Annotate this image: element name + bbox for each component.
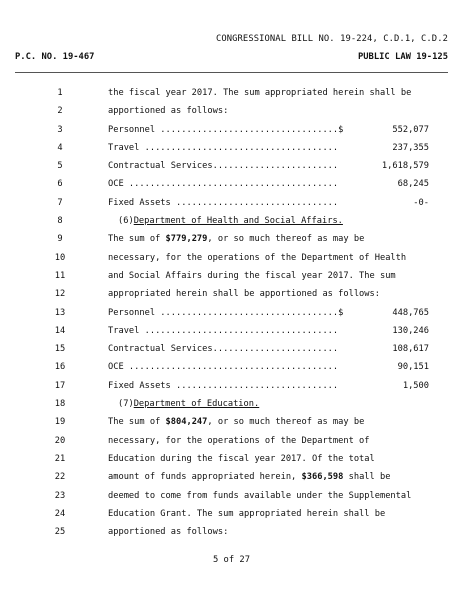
text-line bbox=[0, 253, 463, 271]
appropriation-sum: $366,598 bbox=[301, 472, 344, 483]
line-number: 24 bbox=[54, 508, 66, 519]
line-number: 16 bbox=[54, 362, 66, 373]
budget-item-label: Travel ..................................... bbox=[108, 142, 339, 153]
text-segment: amount of funds appropriated herein, bbox=[108, 472, 302, 483]
line-text bbox=[108, 472, 390, 482]
line-number: 14 bbox=[54, 325, 66, 336]
budget-line bbox=[0, 125, 463, 143]
budget-amount: 68,245 bbox=[397, 179, 429, 190]
section-heading bbox=[118, 399, 259, 409]
line-text: apportioned as follows: bbox=[108, 527, 229, 538]
text-line bbox=[0, 88, 463, 106]
line-text: deemed to come from funds available under the Supplemental bbox=[108, 490, 412, 501]
appropriation-sum: $779,279 bbox=[165, 234, 208, 245]
line-number: 15 bbox=[54, 344, 66, 355]
budget-line bbox=[0, 326, 463, 344]
budget-amount: 108,617 bbox=[392, 344, 429, 355]
line-text: necessary, for the operations of the Department of bbox=[108, 435, 370, 446]
text-segment: The sum of bbox=[108, 417, 166, 428]
line-number: 10 bbox=[54, 252, 66, 263]
budget-line bbox=[0, 381, 463, 399]
text-line bbox=[0, 527, 463, 545]
text-line bbox=[0, 289, 463, 307]
line-number: 20 bbox=[54, 435, 66, 446]
line-number: 19 bbox=[54, 417, 66, 428]
budget-line bbox=[0, 344, 463, 362]
text-line bbox=[0, 509, 463, 527]
budget-amount: -0- bbox=[413, 197, 429, 208]
section-heading-line bbox=[0, 399, 463, 417]
line-number: 21 bbox=[54, 453, 66, 464]
line-number: 7 bbox=[57, 197, 63, 208]
budget-amount: 90,151 bbox=[397, 362, 429, 373]
line-number: 13 bbox=[54, 307, 66, 318]
text-segment: , or so much thereof as may be bbox=[207, 234, 365, 245]
text-segment: , or so much thereof as may be bbox=[207, 417, 365, 428]
budget-item-label: Personnel ..................................$ bbox=[108, 124, 344, 135]
text-line bbox=[0, 417, 463, 435]
section-number: (6) bbox=[118, 216, 134, 227]
text-segment: The sum of bbox=[108, 234, 166, 245]
section-heading-line bbox=[0, 216, 463, 234]
line-number: 9 bbox=[57, 234, 63, 245]
budget-amount: 1,500 bbox=[402, 380, 429, 391]
section-heading bbox=[118, 216, 343, 226]
budget-item-label: Personnel ..................................$ bbox=[108, 307, 344, 318]
line-text: Education Grant. The sum appropriated herein shall be bbox=[108, 508, 386, 519]
section-title: Department of Education. bbox=[133, 399, 260, 410]
header-rule bbox=[15, 72, 448, 73]
line-number: 8 bbox=[57, 216, 63, 227]
section-number: (7) bbox=[118, 399, 134, 410]
line-number: 25 bbox=[54, 527, 66, 538]
text-line bbox=[0, 234, 463, 252]
budget-line bbox=[0, 198, 463, 216]
text-line bbox=[0, 491, 463, 509]
budget-amount: 448,765 bbox=[392, 307, 429, 318]
text-line bbox=[0, 472, 463, 490]
line-number: 22 bbox=[54, 472, 66, 483]
line-text: apportioned as follows: bbox=[108, 106, 229, 117]
line-text: the fiscal year 2017. The sum appropriated herein shall be bbox=[108, 88, 412, 98]
budget-amount: 552,077 bbox=[392, 124, 429, 135]
line-number: 17 bbox=[54, 380, 66, 391]
budget-item-label: Contractual Services........................ bbox=[108, 344, 339, 355]
public-law-number: PUBLIC LAW 19-125 bbox=[357, 52, 448, 62]
budget-item-label: Contractual Services........................ bbox=[108, 161, 339, 172]
text-line bbox=[0, 436, 463, 454]
page-number: 5 of 27 bbox=[212, 555, 251, 565]
bill-text-body bbox=[0, 88, 463, 545]
text-line bbox=[0, 271, 463, 289]
line-text: Education during the fiscal year 2017. Of the total bbox=[108, 453, 375, 464]
line-text bbox=[108, 417, 364, 427]
budget-line bbox=[0, 362, 463, 380]
text-line bbox=[0, 454, 463, 472]
line-number: 11 bbox=[54, 270, 66, 281]
line-number: 18 bbox=[54, 399, 66, 410]
line-number: 6 bbox=[57, 179, 63, 190]
appropriation-sum: $804,247 bbox=[165, 417, 208, 428]
budget-item-label: Fixed Assets ............................... bbox=[108, 197, 339, 208]
budget-item-label: Fixed Assets ............................... bbox=[108, 380, 339, 391]
section-title: Department of Health and Social Affairs. bbox=[133, 216, 343, 227]
text-line bbox=[0, 106, 463, 124]
budget-amount: 237,355 bbox=[392, 142, 429, 153]
budget-line bbox=[0, 308, 463, 326]
budget-amount: 1,618,579 bbox=[381, 161, 429, 172]
pc-number: P.C. NO. 19-467 bbox=[15, 52, 95, 62]
line-text bbox=[108, 234, 364, 244]
line-number: 4 bbox=[57, 142, 63, 153]
bill-number: CONGRESSIONAL BILL NO. 19-224, C.D.1, C.D.2 bbox=[215, 34, 448, 44]
budget-item-label: OCE ........................................ bbox=[108, 362, 339, 373]
budget-line bbox=[0, 161, 463, 179]
line-number: 3 bbox=[57, 124, 63, 135]
line-text: appropriated herein shall be apportioned as follows: bbox=[108, 289, 380, 300]
line-text: necessary, for the operations of the Department of Health bbox=[108, 252, 407, 263]
budget-line bbox=[0, 143, 463, 161]
text-segment: shall be bbox=[343, 472, 391, 483]
line-text: and Social Affairs during the fiscal year 2017. The sum bbox=[108, 270, 396, 281]
line-number: 1 bbox=[57, 88, 63, 98]
line-number: 23 bbox=[54, 490, 66, 501]
line-number: 2 bbox=[57, 106, 63, 117]
budget-amount: 130,246 bbox=[392, 325, 429, 336]
budget-item-label: OCE ........................................ bbox=[108, 179, 339, 190]
budget-line bbox=[0, 179, 463, 197]
line-number: 12 bbox=[54, 289, 66, 300]
line-number: 5 bbox=[57, 161, 63, 172]
budget-item-label: Travel ..................................... bbox=[108, 325, 339, 336]
